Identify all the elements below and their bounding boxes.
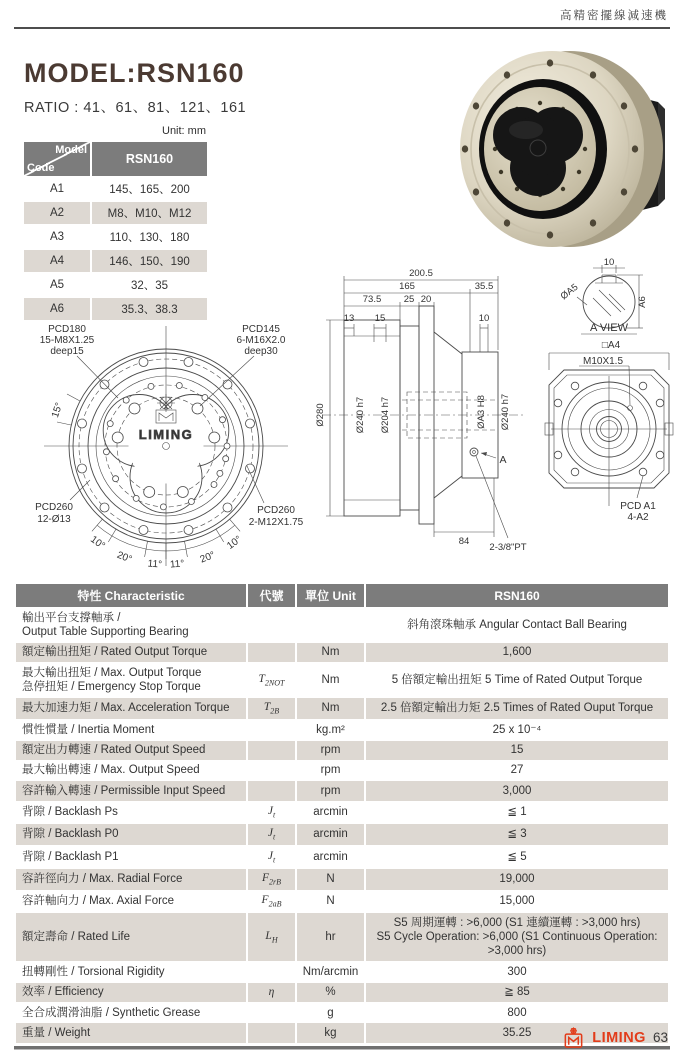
spec-table-row [16,1003,668,1022]
dim-value-cell: 35.3、38.3 [92,298,207,320]
spec-unit-cell: kg [297,1023,364,1042]
spec-header-characteristic: 特性 Characteristic [16,584,246,607]
section-view-drawing [312,262,534,574]
spec-unit-cell: kg.m² [297,720,364,739]
spec-symbol-cell [248,720,295,739]
spec-characteristic-cell: 容許輸入轉速 / Permissible Input Speed [16,781,246,800]
pcd260-left-label: PCD260 [35,502,73,513]
spec-unit-cell: Nm [297,643,364,662]
spec-table-row [16,962,668,981]
aview-dim-10: 10 [603,257,615,268]
spec-characteristic-cell: 全合成潤滑油脂 / Synthetic Grease [16,1003,246,1022]
spec-value-cell: 5 倍額定輸出扭矩 5 Time of Rated Output Torque [366,663,668,697]
spec-table-row [16,663,668,697]
dim-value-cell: M8、M10、M12 [92,202,207,224]
spec-value-cell: 15,000 [366,891,668,912]
angle-label-10l: 10° [88,534,107,552]
dim-table-diagonal-header [24,142,90,176]
spec-value-cell: 300 [366,962,668,981]
product-photo [446,36,684,262]
page-header-category: 高精密擺線減速機 [560,10,668,22]
spec-characteristic-cell: 額定輸出扭矩 / Rated Output Torque [16,643,246,662]
footer-brand-name: LIMING [592,1029,646,1046]
front-view-drawing [14,296,314,578]
dim-code-cell: A4 [24,250,90,272]
spec-value-cell: ≦ 1 [366,802,668,823]
angle-label-11r: 11° [169,558,185,571]
port-label: 2-3/8"PT [489,542,527,553]
dim-table-header-row [24,142,207,176]
spec-unit-cell: rpm [297,761,364,780]
spec-table-row [16,802,668,823]
spec-unit-cell: arcmin [297,846,364,867]
spec-table-row [16,720,668,739]
pcd-a2-label: 4-A2 [627,512,649,523]
spec-characteristic-cell: 容許徑向力 / Max. Radial Force [16,869,246,890]
spec-value-cell: ≧ 85 [366,983,668,1002]
spec-characteristic-cell: 最大加速力矩 / Max. Acceleration Torque [16,698,246,719]
liming-footer-logo-icon [562,1026,585,1049]
aview-dim-a6: A6 [637,296,648,308]
dia-280-label: Ø280 [315,403,326,427]
spec-unit-cell: rpm [297,741,364,760]
spec-value-cell: 1,600 [366,643,668,662]
spec-value-cell: 3,000 [366,781,668,800]
spec-value-cell: 斜角滾珠軸承 Angular Contact Ball Bearing [366,608,668,642]
rear-view-drawing [531,256,684,568]
spec-symbol-cell [248,1003,295,1022]
page-footer [562,1026,668,1049]
spec-value-cell: ≦ 5 [366,846,668,867]
spec-unit-cell: N [297,891,364,912]
dim-84: 84 [458,536,470,547]
dim-35-5: 35.5 [474,281,494,292]
spec-symbol-cell: η [248,983,295,1002]
spec-symbol-cell: $T_{2B}$ [248,698,295,719]
spec-table-row [16,781,668,800]
spec-table-row [16,913,668,961]
spec-symbol-cell [248,781,295,800]
spec-value-cell: ≦ 3 [366,824,668,845]
spec-table-section [14,583,670,1050]
spec-symbol-cell [248,741,295,760]
spec-unit-cell: arcmin [297,802,364,823]
spec-unit-cell: g [297,1003,364,1022]
pcd145-label-3: deep30 [244,346,278,357]
spec-symbol-cell [248,1023,295,1042]
spec-symbol-cell: $L_H$ [248,913,295,961]
dim-15: 15 [374,313,386,324]
dim-73-5: 73.5 [362,294,382,305]
liming-logo-text: LIMING [138,427,194,442]
spec-symbol-cell: $J_t$ [248,824,295,845]
spec-table-row [16,698,668,719]
dim-table-row [24,250,207,272]
arrow-a-label: A [499,454,507,466]
spec-header-model: RSN160 [366,584,668,607]
pcd260-right-label-2: 2-M12X1.75 [248,517,304,528]
dim-table-row [24,178,207,200]
dimension-code-table [22,140,209,322]
dim-25: 25 [403,294,415,305]
spec-symbol-cell: $J_t$ [248,846,295,867]
pcd145-label-2: 6-M16X2.0 [236,335,286,346]
footer-page-number: 63 [652,1030,668,1045]
spec-characteristic-cell: 最大輸出扭矩 / Max. Output Torque 急停扭矩 / Emergency Stop Torque [16,663,246,697]
dim-header-model: Model [55,144,87,156]
spec-characteristic-cell: 背隙 / Backlash P1 [16,846,246,867]
spec-characteristic-cell: 最大輸出轉速 / Max. Output Speed [16,761,246,780]
header-divider [14,27,670,29]
spec-symbol-cell [248,761,295,780]
spec-value-cell: 25 x 10⁻⁴ [366,720,668,739]
ratio-line: RATIO : 41、61、81、121、161 [24,100,247,116]
spec-unit-cell: rpm [297,781,364,800]
dim-200-5: 200.5 [409,268,433,279]
spec-table-row [16,824,668,845]
dia-204-label: Ø204 h7 [380,396,391,434]
spec-characteristic-cell: 效率 / Efficiency [16,983,246,1002]
reducer-body [460,51,663,247]
pcd-a1-label: PCD A1 [620,501,656,512]
spec-characteristic-cell: 額定壽命 / Rated Life [16,913,246,961]
page-title: MODEL:RSN160 [24,58,245,88]
spec-table-row [16,983,668,1002]
unit-note: Unit: mm [162,125,206,137]
spec-characteristic-cell: 扭轉剛性 / Torsional Rigidity [16,962,246,981]
dim-value-cell: 145、165、200 [92,178,207,200]
spec-symbol-cell [248,962,295,981]
spec-unit-cell: N [297,869,364,890]
square-a4-label: □A4 [601,340,621,351]
spec-header-unit: 單位 Unit [297,584,364,607]
spec-table-header-row [16,584,668,607]
pcd180-label: PCD180 [48,324,86,335]
spec-symbol-cell [248,643,295,662]
spec-characteristic-cell: 背隙 / Backlash P0 [16,824,246,845]
dim-13: 13 [343,313,355,324]
spec-value-cell: 35.25 [366,1023,668,1042]
dim-10: 10 [478,313,490,324]
spec-unit-cell: Nm [297,698,364,719]
spec-characteristic-cell: 容許軸向力 / Max. Axial Force [16,891,246,912]
spec-characteristic-cell: 重量 / Weight [16,1023,246,1042]
spec-value-cell: 15 [366,741,668,760]
pcd260-left-label-2: 12-Ø13 [37,514,71,525]
dim-value-cell: 146、150、190 [92,250,207,272]
dim-code-cell: A3 [24,226,90,248]
spec-characteristic-cell: 額定出力轉速 / Rated Output Speed [16,741,246,760]
spec-header-symbol: 代號 [248,584,295,607]
dim-table-row [24,202,207,224]
angle-label-10r: 10° [225,534,244,552]
pcd260-right-label: PCD260 [257,505,295,516]
dim-value-cell: 32、35 [92,274,207,296]
dim-code-cell: A1 [24,178,90,200]
spec-unit-cell: hr [297,913,364,961]
dim-table-row [24,274,207,296]
pcd180-label-3: deep15 [50,346,84,357]
spec-table-row [16,643,668,662]
dia-240-left-label: Ø240 h7 [355,396,366,434]
pcd145-label: PCD145 [242,324,280,335]
dim-20: 20 [420,294,432,305]
spec-table-row [16,891,668,912]
dia-a3-label: ØA3 H8 [476,395,487,429]
spec-value-cell: S5 周期運轉 : >6,000 (S1 連續運轉 : >3,000 hrs) S5 Cycle Operation: >6,000 (S1 Continuous Operation: >3,000 hrs) [366,913,668,961]
spec-unit-cell: % [297,983,364,1002]
dim-165: 165 [399,281,415,292]
angle-15-label: 15° [50,401,66,420]
spec-table [14,583,670,1044]
dim-value-cell: 110、130、180 [92,226,207,248]
spec-table-row [16,761,668,780]
spec-characteristic-cell: 輸出平台支撐軸承 / Output Table Supporting Bearing [16,608,246,642]
spec-table-row [16,869,668,890]
spec-symbol-cell: $T_{2NOT}$ [248,663,295,697]
spec-unit-cell: Nm [297,663,364,697]
spec-value-cell: 19,000 [366,869,668,890]
spec-symbol-cell: $F_{2rB}$ [248,869,295,890]
spec-value-cell: 27 [366,761,668,780]
spec-value-cell: 2.5 倍額定輸出力矩 2.5 Times of Rated Ouput Torque [366,698,668,719]
spec-value-cell: 800 [366,1003,668,1022]
spec-characteristic-cell: 背隙 / Backlash Ps [16,802,246,823]
spec-table-row [16,608,668,642]
spec-table-row [16,846,668,867]
spec-unit-cell: Nm/arcmin [297,962,364,981]
spec-unit-cell [297,608,364,642]
angle-label-20l: 20° [115,549,134,566]
dim-code-cell: A2 [24,202,90,224]
spec-symbol-cell [248,608,295,642]
a-view-title: A VIEW [590,322,628,334]
dim-table-row [24,226,207,248]
spec-symbol-cell: $F_{2aB}$ [248,891,295,912]
front-view-linework [44,326,288,566]
angle-label-20r: 20° [198,549,217,566]
pcd180-label-2: 15-M8X1.25 [39,335,95,346]
section-labels [315,268,527,553]
spec-symbol-cell: $J_t$ [248,802,295,823]
spec-characteristic-cell: 慣性慣量 / Inertia Moment [16,720,246,739]
spec-table-body [16,608,668,1043]
dim-code-cell: A5 [24,274,90,296]
dia-240-right-label: Ø240 h7 [500,393,511,431]
spec-table-row [16,741,668,760]
thread-m10-label: M10X1.5 [582,356,624,367]
aview-dia-a5: ØA5 [558,281,581,303]
dim-header-code: Code [27,162,55,174]
dim-header-value: RSN160 [92,142,207,176]
spec-unit-cell: arcmin [297,824,364,845]
angle-label-11l: 11° [147,558,163,571]
dim-code-cell: A6 [24,298,90,320]
